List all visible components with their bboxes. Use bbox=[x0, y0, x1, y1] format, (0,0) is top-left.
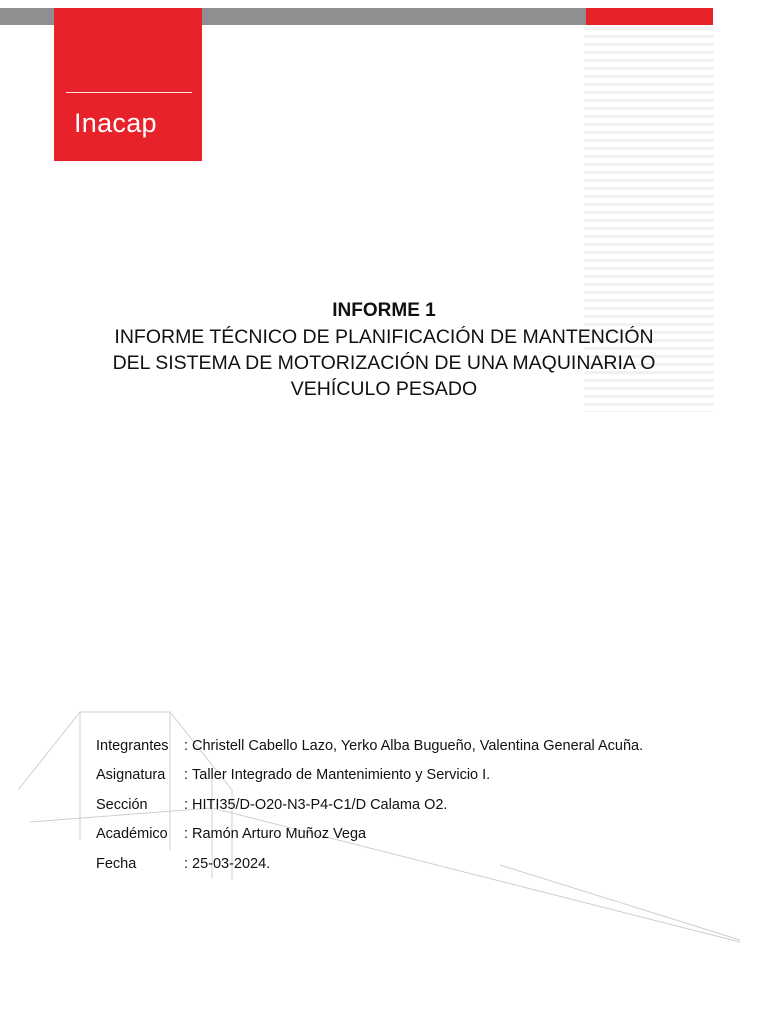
document-title-block bbox=[60, 298, 708, 402]
info-label: Académico bbox=[96, 826, 168, 843]
info-value: Christell Cabello Lazo, Yerko Alba Bugueño, Valentina General Acuña. bbox=[192, 738, 644, 754]
info-separator: : bbox=[184, 826, 189, 843]
report-subtitle-line-1: INFORME TÉCNICO DE PLANIFICACIÓN DE MANTENCIÓN bbox=[114, 326, 654, 348]
info-separator: : bbox=[184, 738, 189, 754]
info-row-asignatura bbox=[96, 765, 736, 794]
info-row-seccion bbox=[96, 795, 736, 824]
info-value: 25-03-2024. bbox=[192, 855, 271, 872]
report-title: INFORME 1 bbox=[332, 300, 436, 321]
info-separator: : bbox=[184, 796, 189, 813]
info-label: Asignatura bbox=[96, 767, 166, 784]
info-label: Integrantes bbox=[96, 738, 169, 754]
info-label: Fecha bbox=[96, 855, 137, 872]
logo-wordmark: Inacap bbox=[74, 108, 157, 138]
info-row-academico bbox=[96, 824, 736, 853]
report-subtitle-line-2: DEL SISTEMA DE MOTORIZACIÓN DE UNA MAQUINARIA O bbox=[112, 352, 656, 374]
info-value: Ramón Arturo Muñoz Vega bbox=[192, 826, 367, 843]
info-table bbox=[96, 736, 736, 883]
report-subtitle-line-3: VEHÍCULO PESADO bbox=[290, 378, 478, 400]
info-value: HITI35/D-O20-N3-P4-C1/D Calama O2. bbox=[192, 796, 448, 813]
info-row-integrantes bbox=[96, 736, 736, 765]
info-label: Sección bbox=[96, 796, 148, 813]
info-separator: : bbox=[184, 855, 189, 872]
info-row-fecha bbox=[96, 854, 736, 883]
info-value: Taller Integrado de Mantenimiento y Servicio I. bbox=[192, 767, 491, 784]
info-separator: : bbox=[184, 767, 189, 784]
